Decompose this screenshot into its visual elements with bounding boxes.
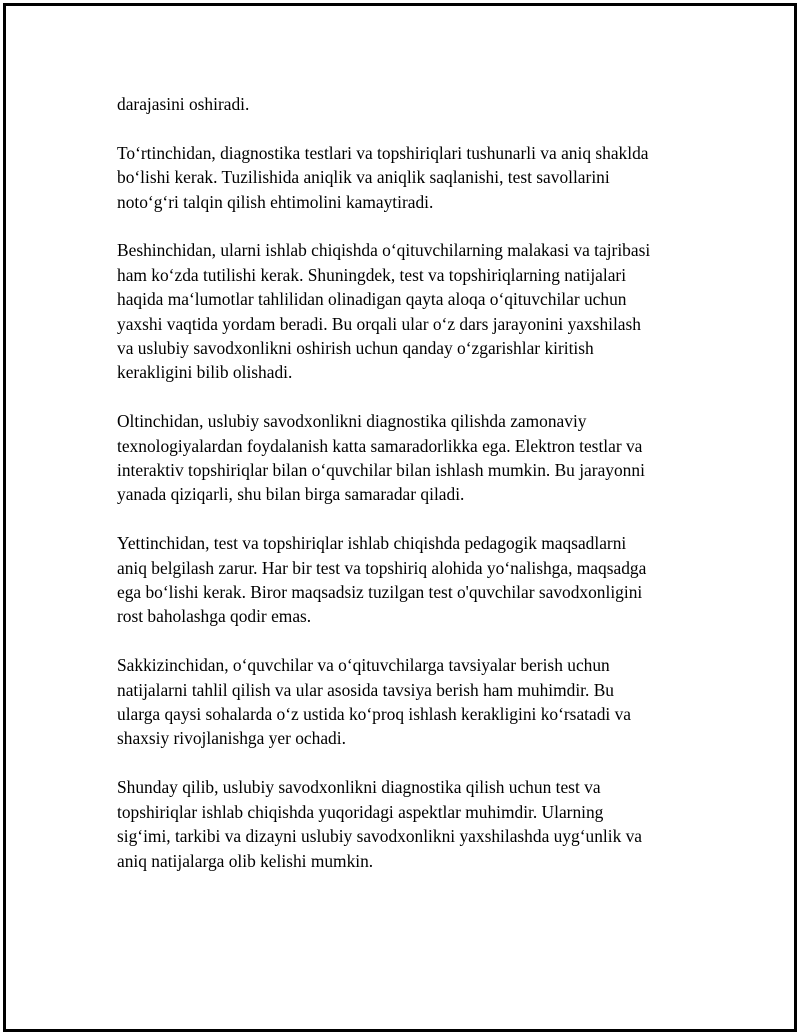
text-line: aniq natijalarga olib kelishi mumkin. bbox=[117, 850, 374, 871]
paragraph-continuation bbox=[117, 92, 702, 116]
paragraph-beshinchidan bbox=[117, 238, 702, 384]
text-line: va uslubiy savodxonlikni oshirish uchun qanday o‘zgarishlar kiritish bbox=[117, 338, 594, 359]
text-line: Shunday qilib, uslubiy savodxonlikni diagnostika qilish uchun test va bbox=[117, 777, 601, 798]
text-line: darajasini oshiradi. bbox=[117, 94, 250, 114]
text-line: natijalarni tahlil qilish va ular asosida tavsiya berish ham muhimdir. Bu bbox=[117, 679, 614, 700]
text-line: rost baholashga qodir emas. bbox=[117, 606, 312, 627]
text-line: Sakkizinchidan, o‘quvchilar va o‘qituvchilarga tavsiyalar berish uchun bbox=[117, 655, 610, 676]
text-line: shaxsiy rivojlanishga yer ochadi. bbox=[117, 728, 346, 749]
text-line: To‘rtinchidan, diagnostika testlari va topshiriqlari tushunarli va aniq shaklda bbox=[117, 142, 649, 163]
text-line: ularga qaysi sohalarda o‘z ustida ko‘proq ishlash kerakligini ko‘rsatadi va bbox=[117, 704, 632, 725]
text-line: sig‘imi, tarkibi va dizayni uslubiy savodxonlikni yaxshilashda uyg‘unlik va bbox=[117, 826, 643, 847]
text-line: haqida maʻlumotlar tahlilidan olinadigan qayta aloqa o‘qituvchilar uchun bbox=[117, 289, 627, 310]
text-line: Yettinchidan, test va topshiriqlar ishlab chiqishda pedagogik maqsadlarni bbox=[117, 533, 627, 554]
text-line: kerakligini bilib olishadi. bbox=[117, 362, 293, 383]
text-line: ega bo‘lishi kerak. Biror maqsadsiz tuzilgan test o'quvchilar savodxonligini bbox=[117, 582, 643, 603]
text-line: yaxshi vaqtida yordam beradi. Bu orqali ular o‘z dars jarayonini yaxshilash bbox=[117, 313, 641, 334]
text-line: yanada qiziqarli, shu bilan birga samaradar qiladi. bbox=[117, 484, 465, 505]
text-line: interaktiv topshiriqlar bilan o‘quvchilar bilan ishlash mumkin. Bu jarayonni bbox=[117, 460, 645, 481]
text-line: bo‘lishi kerak. Tuzilishida aniqlik va aniqlik saqlanishi, test savollarini bbox=[117, 167, 610, 188]
text-line: Oltinchidan, uslubiy savodxonlikni diagnostika qilishda zamonaviy bbox=[117, 411, 587, 432]
document-body bbox=[117, 92, 702, 897]
paragraph-sakkizinchidan bbox=[117, 653, 702, 751]
text-line: ham ko‘zda tutilishi kerak. Shuningdek, test va topshiriqlarning natijalari bbox=[117, 264, 627, 285]
text-line: topshiriqlar ishlab chiqishda yuqoridagi aspektlar muhimdir. Ularning bbox=[117, 801, 604, 822]
paragraph-oltinchidan bbox=[117, 409, 702, 507]
text-line: Beshinchidan, ularni ishlab chiqishda o‘qituvchilarning malakasi va tajribasi bbox=[117, 240, 651, 261]
text-line: noto‘g‘ri talqin qilish ehtimolini kamaytiradi. bbox=[117, 191, 434, 212]
text-line: aniq belgilash zarur. Har bir test va topshiriq alohida yo‘nalishga, maqsadga bbox=[117, 557, 647, 578]
text-line: texnologiyalardan foydalanish katta samaradorlikka ega. Elektron testlar va bbox=[117, 435, 643, 456]
paragraph-tortinchidan bbox=[117, 141, 702, 214]
paragraph-conclusion bbox=[117, 775, 702, 873]
paragraph-yettinchidan bbox=[117, 531, 702, 629]
